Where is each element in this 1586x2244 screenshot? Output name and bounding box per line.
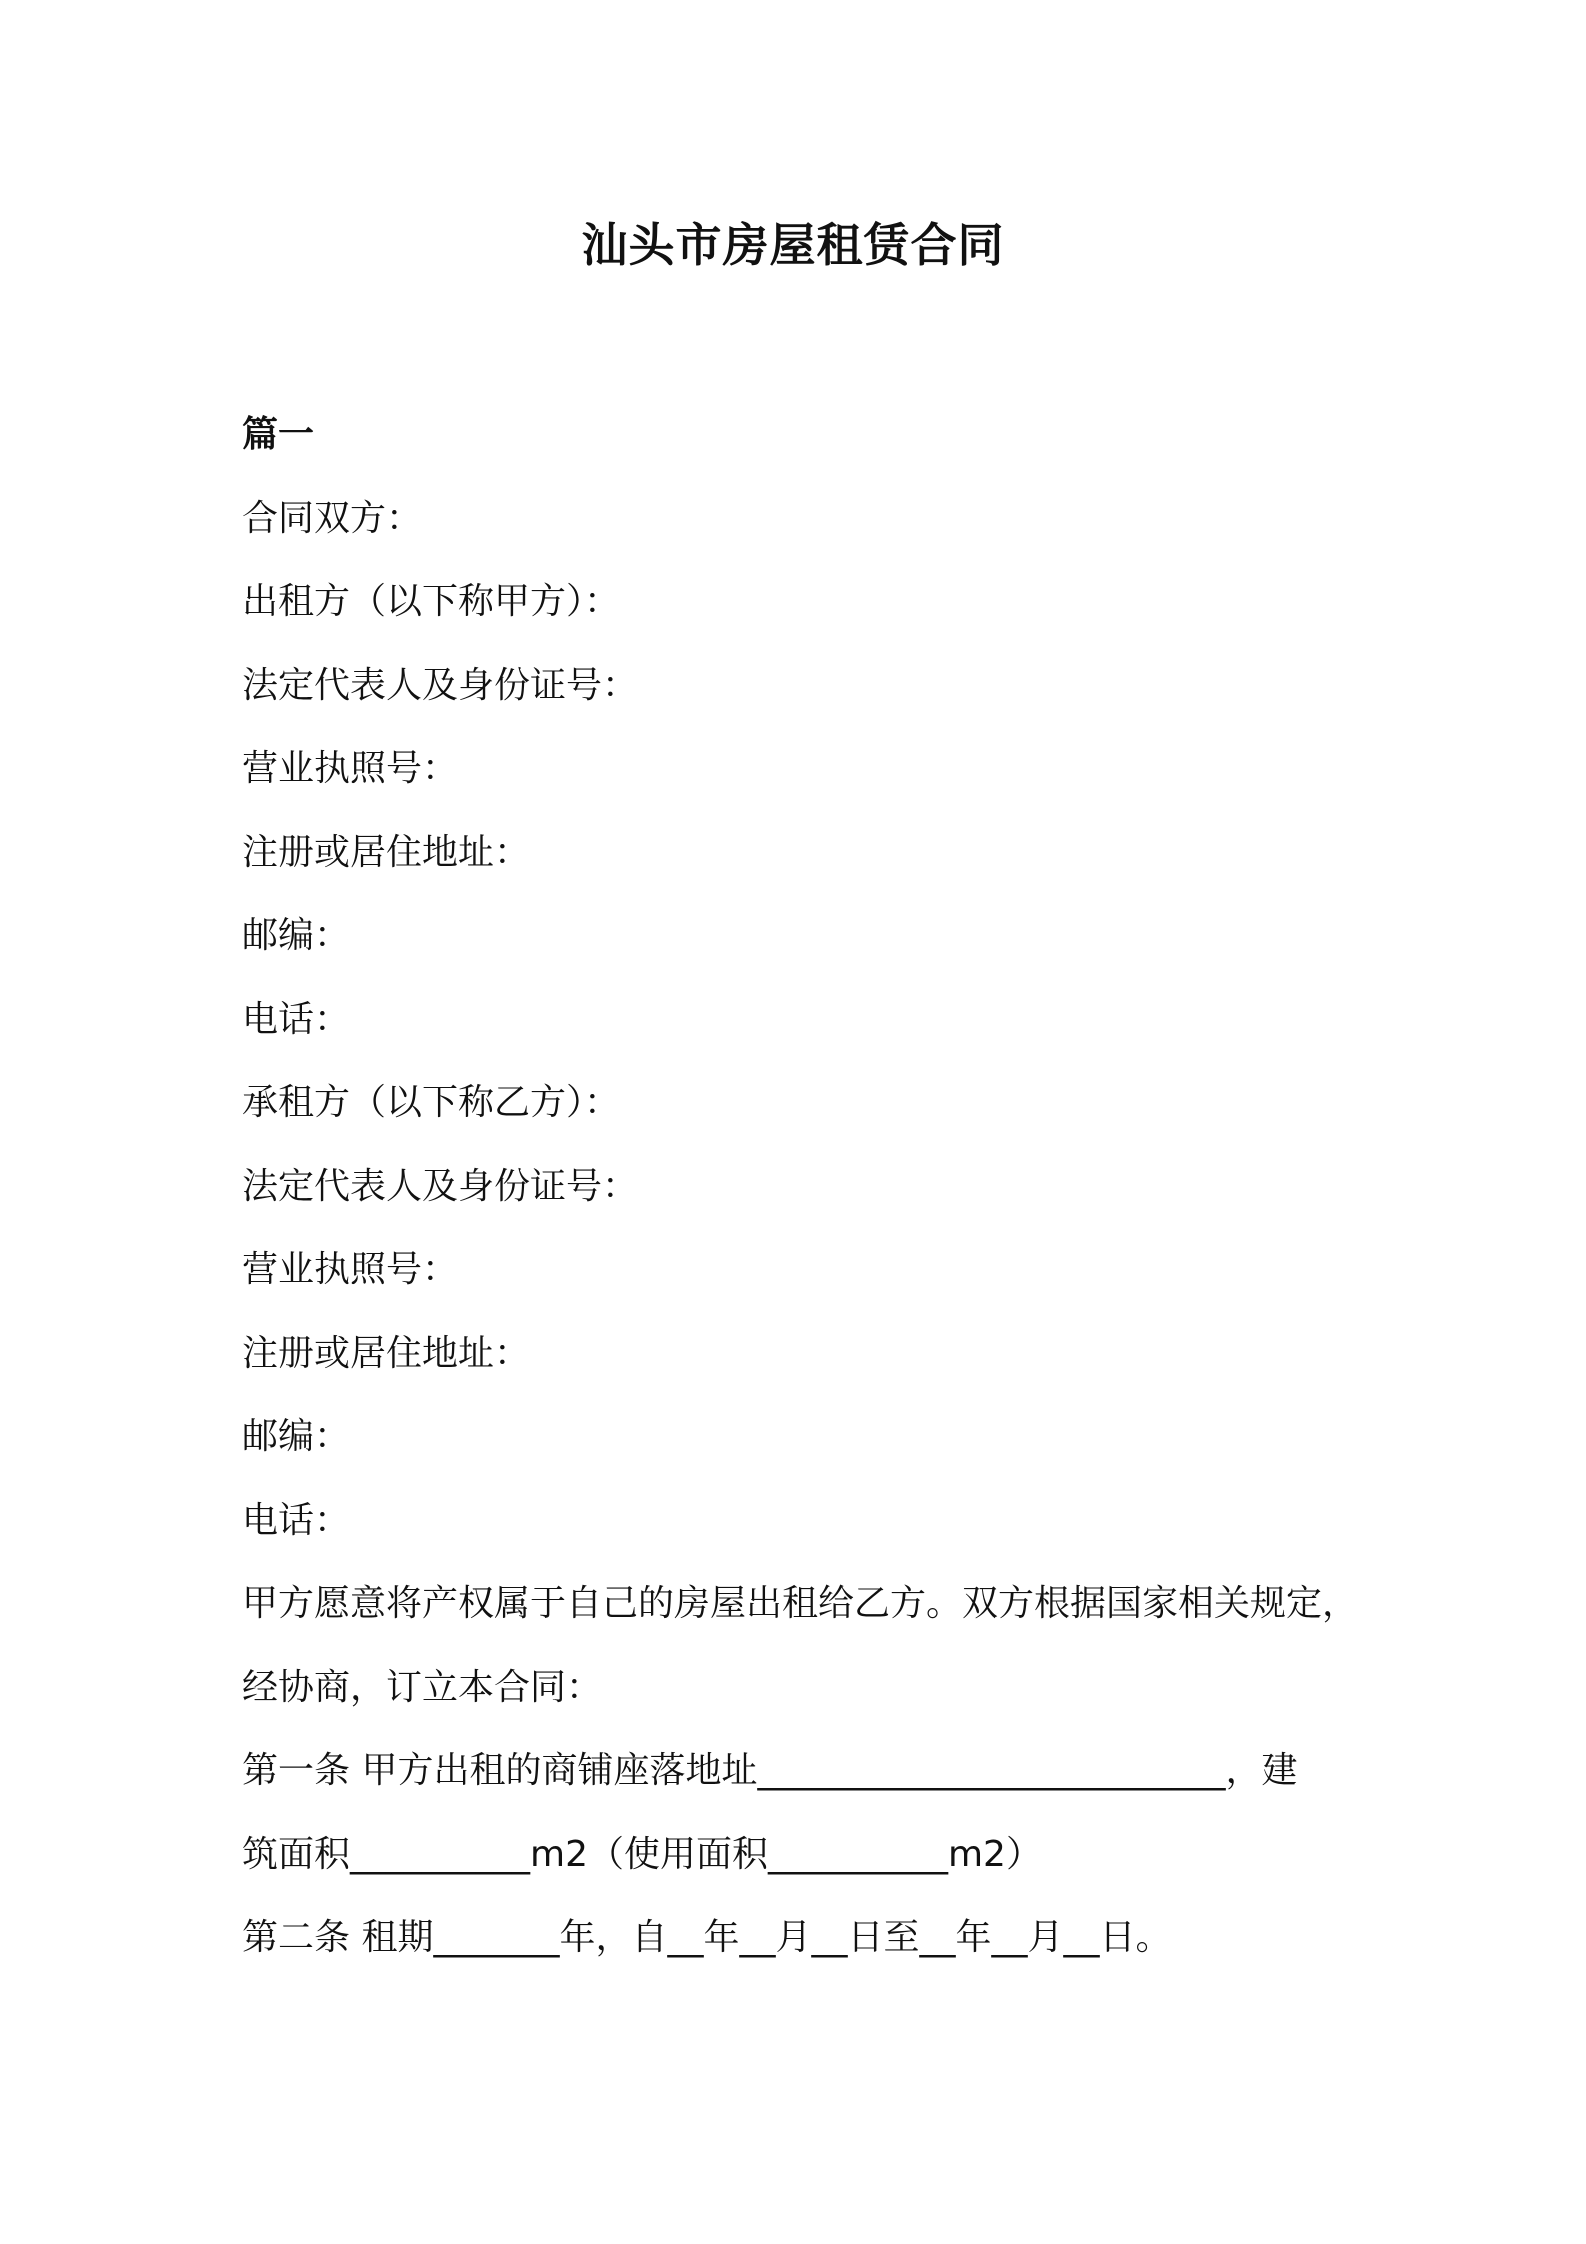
lessor-legal-rep-field: 法定代表人及身份证号： [242,664,639,706]
lessee-address-field: 注册或居住地址： [242,1332,531,1374]
lessee-label: 承租方（以下称乙方）： [242,1082,621,1123]
lessor-phone-field: 电话： [242,998,351,1040]
lessee-business-license-field: 营业执照号： [242,1249,459,1290]
article-2-line: 第二条 租期_______年，自__年__月__日至__年__月__日。 [242,1917,1172,1958]
contract-body [242,405,1382,1992]
lessor-address-field: 注册或居住地址： [242,831,531,873]
lessor-business-license-field: 营业执照号： [242,748,459,789]
lessee-postcode-field: 邮编： [242,1416,351,1457]
lessee-legal-rep-field: 法定代表人及身份证号： [242,1165,639,1207]
lessee-phone-field: 电话： [242,1499,351,1541]
article-1-line-2: 筑面积__________m2（使用面积__________m2） [242,1833,1042,1875]
document-title: 汕头市房屋租赁合同 [581,218,1005,272]
article-1-line-1: 第一条 甲方出租的商铺座落地址__________________________，建 [242,1750,1298,1791]
agreement-intro-line-2: 经协商，订立本合同： [242,1666,603,1708]
section-heading: 篇一 [242,414,315,455]
contract-parties-label: 合同双方： [242,497,423,539]
lessor-label: 出租方（以下称甲方）： [242,581,621,622]
agreement-intro-line-1: 甲方愿意将产权属于自己的房屋出租给乙方。双方根据国家相关规定， [242,1583,1359,1624]
lessor-postcode-field: 邮编： [242,915,351,956]
